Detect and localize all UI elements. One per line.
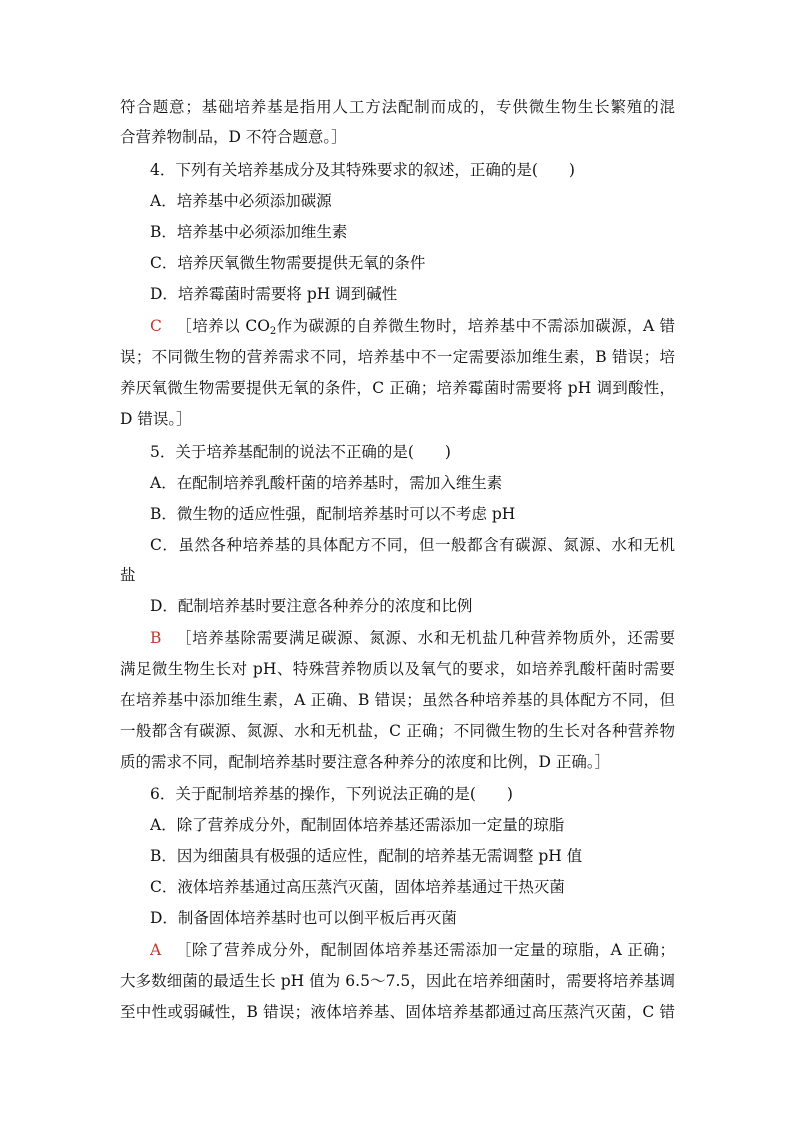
answer-text: ［除了营养成分外，配制固体培养基还需添加一定量的琼脂，A 正确；	[175, 941, 675, 959]
option-5a: A．在配制培养乳酸杆菌的培养基时，需加入维生素	[150, 474, 503, 492]
subscript: 2	[269, 326, 277, 337]
answer-letter-4: C	[150, 317, 162, 335]
answer-5-line	[150, 628, 675, 648]
text-line: 符合题意；基础培养基是指用人工方法配制而成的，专供微生物生长繁殖的混	[120, 98, 675, 116]
option-4a: A．培养基中必须添加碳源	[150, 192, 332, 210]
answer-6-line: 大多数细菌的最适生长 pH 值为 6.5～7.5，因此在培养细菌时，需要将培养基调	[120, 972, 675, 990]
option-4c: C．培养厌氧微生物需要提供无氧的条件	[150, 254, 426, 272]
answer-6-line: 至中性或弱碱性，B 错误；液体培养基、固体培养基都通过高压蒸汽灭菌，C 错	[120, 1003, 675, 1021]
answer-text: ［培养基除需要满足碳源、氮源、水和无机盐几种营养物质外，还需要	[175, 629, 675, 647]
answer-letter-6: A	[150, 941, 162, 959]
option-6b: B．因为细菌具有极强的适应性，配制的培养基无需调整 pH 值	[150, 847, 583, 865]
question-4: 4．下列有关培养基成分及其特殊要求的叙述，正确的是( )	[150, 161, 575, 179]
option-4b: B．培养基中必须添加维生素	[150, 223, 348, 241]
option-6d: D．制备固体培养基时也可以倒平板后再灭菌	[150, 909, 457, 927]
option-4d: D．培养霉菌时需要将 pH 调到碱性	[150, 285, 398, 303]
answer-5-line: 质的需求不同，配制培养基时要注意各种养分的浓度和比例，D 正确。］	[120, 753, 611, 771]
option-5c: C．虽然各种培养基的具体配方不同，但一般都含有碳源、氮源、水和无机	[150, 536, 675, 554]
question-5: 5．关于培养基配制的说法不正确的是( )	[150, 443, 451, 461]
answer-6-line	[150, 940, 675, 960]
option-5d: D．配制培养基时要注意各种养分的浓度和比例	[150, 597, 473, 615]
option-6a: A．除了营养成分外，配制固体培养基还需添加一定量的琼脂	[150, 816, 565, 834]
option-6c: C．液体培养基通过高压蒸汽灭菌，固体培养基通过干热灭菌	[150, 878, 565, 896]
answer-5-line: 在培养基中添加维生素，A 正确、B 错误；虽然各种培养基的具体配方不同，但	[120, 691, 675, 709]
answer-4-line: 误；不同微生物的营养需求不同，培养基中不一定需要添加维生素，B 错误；培	[120, 348, 675, 366]
answer-4-line	[150, 316, 675, 342]
option-5c-cont: 盐	[120, 566, 136, 584]
answer-4-line: 养厌氧微生物需要提供无氧的条件，C 正确；培养霉菌时需要将 pH 调到酸性，	[120, 379, 675, 397]
text-line: 合营养物制品，D 不符合题意。］	[120, 128, 347, 146]
answer-5-line: 满足微生物生长对 pH、特殊营养物质以及氧气的要求，如培养乳酸杆菌时需要	[120, 660, 675, 678]
question-6: 6．关于配制培养基的操作，下列说法正确的是( )	[150, 785, 513, 803]
option-5b: B．微生物的适应性强，配制培养基时可以不考虑 pH	[150, 505, 516, 523]
answer-text: 作为碳源的自养微生物时，培养基中不需添加碳源，A 错	[276, 317, 676, 335]
answer-4-line: D 错误。］	[120, 410, 192, 428]
answer-5-line: 一般都含有碳源、氮源、水和无机盐，C 正确；不同微生物的生长对各种营养物	[120, 722, 675, 740]
answer-text: ［培养以 CO	[175, 317, 270, 335]
answer-letter-5: B	[150, 629, 162, 647]
